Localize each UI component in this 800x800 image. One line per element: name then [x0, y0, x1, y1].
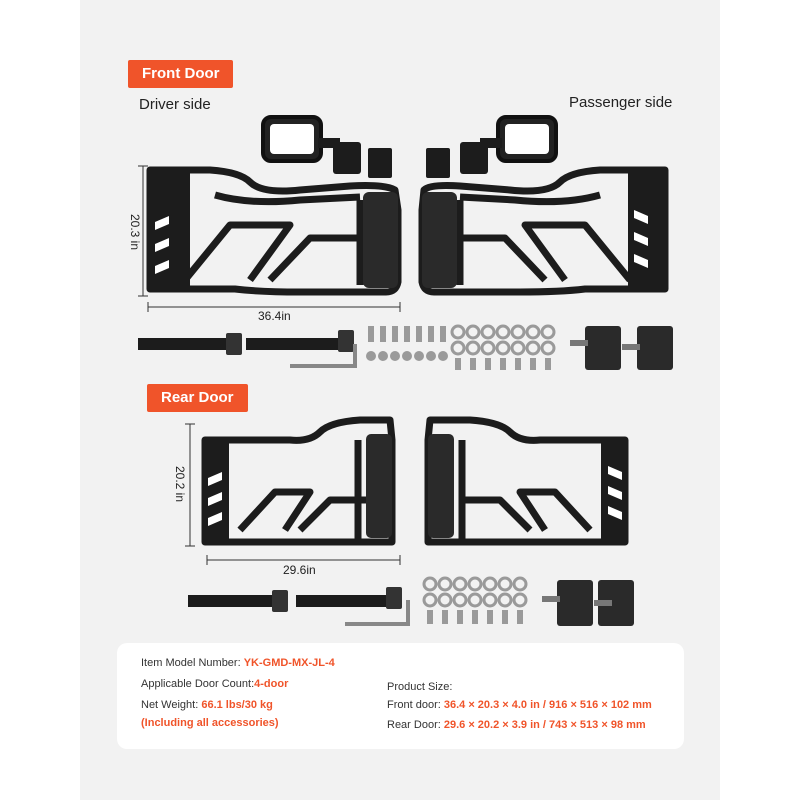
net-weight-value: 66.1 lbs/30 kg	[201, 699, 273, 711]
door-count-value: 4-door	[254, 678, 289, 690]
front-driver-mirror	[263, 117, 392, 178]
rear-right-door-frame	[428, 420, 625, 542]
rear-door-size-label: Rear Door:	[387, 719, 444, 731]
front-hinges	[570, 326, 673, 370]
product-size-title: Product Size:	[387, 681, 453, 693]
front-passenger-hinge-plate	[628, 170, 668, 290]
driver-side-label: Driver side	[139, 96, 211, 113]
model-number-value: YK-GMD-MX-JL-4	[243, 657, 335, 669]
rear-hardware	[424, 578, 526, 624]
net-weight-line	[141, 699, 273, 711]
front-door-badge: Front Door	[128, 60, 233, 88]
passenger-side-label: Passenger side	[569, 94, 673, 111]
model-number-label: Item Model Number:	[141, 657, 244, 669]
rear-door-size-line	[387, 719, 646, 731]
weight-note: (Including all accessories)	[141, 717, 279, 729]
rear-left-door-frame	[205, 420, 392, 542]
rear-width-label: 29.6in	[283, 563, 316, 577]
front-door-size-value: 36.4 × 20.3 × 4.0 in / 916 × 516 × 102 mm	[443, 699, 652, 711]
front-door-size-label: Front door:	[387, 699, 444, 711]
front-height-label: 20.3 in	[128, 213, 142, 251]
spec-card	[117, 643, 684, 749]
rear-straps	[188, 587, 408, 624]
front-passenger-mirror	[426, 117, 556, 178]
rear-hinges	[542, 580, 634, 626]
front-straps	[138, 330, 355, 366]
rear-door-size-value: 29.6 × 20.2 × 3.9 in / 743 × 513 × 98 mm	[443, 719, 646, 731]
front-door-size-line	[387, 699, 652, 711]
front-hardware	[366, 326, 554, 370]
rear-height-label: 20.2 in	[173, 465, 187, 503]
net-weight-label: Net Weight:	[141, 699, 202, 711]
door-count-label: Applicable Door Count:	[141, 678, 255, 690]
front-width-label: 36.4in	[258, 309, 291, 323]
door-count-line	[141, 678, 288, 690]
rear-door-badge: Rear Door	[147, 384, 248, 412]
model-number-line	[141, 657, 335, 669]
